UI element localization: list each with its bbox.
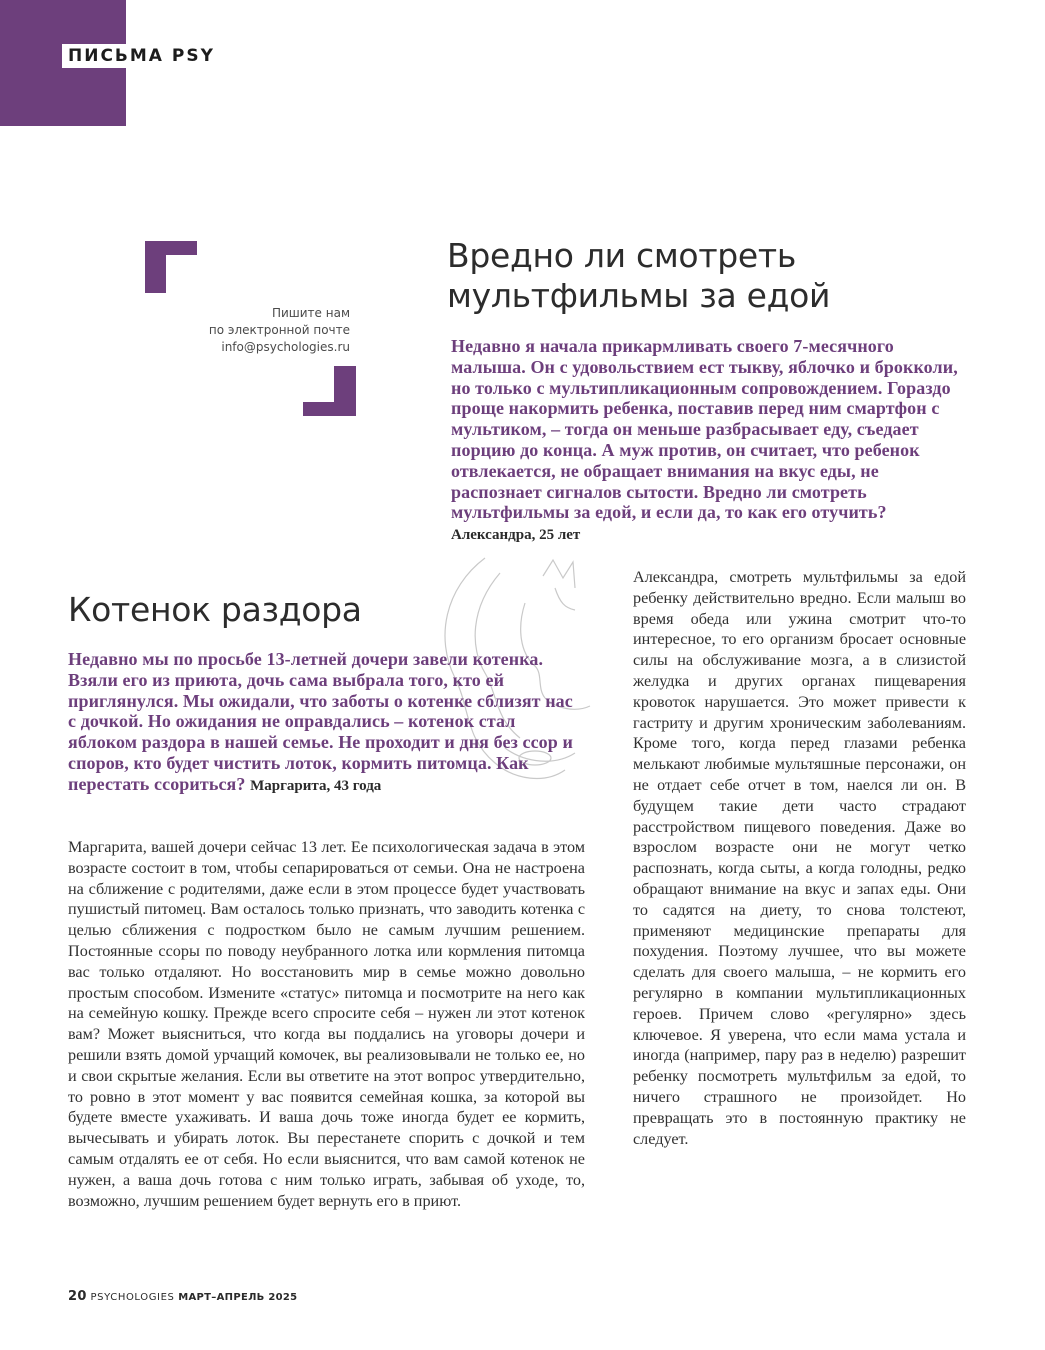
- corner-bracket-bottom-right-vertical: [334, 366, 356, 416]
- question-signature: Александра, 25 лет: [451, 527, 581, 544]
- answer-kitten: Маргарита, вашей дочери сейчас 13 лет. Ее психологическая задача в этом возрасте состоит в том, чтобы сепарироваться от семьи. Она не настроена на сближение с родителями, даже если в этом процессе будет участвовать пушистый питомец. Вам осталось только признать, что заводить котенка с целью сближения с подростком было не самым лучшим решением. Постоянные ссоры по поводу неубранного лотка или кормления питомца вас только отдаляют. Но восстановить мир в семье можно довольно простым способом. Измените «статус» питомца и посмотрите на него как на семейную кошку. Прежде всего спросите себя – нужен ли этот котенок вам? Может выясниться, что когда вы поддались на уговоры дочери и решили взять домой урчащий комочек, вы реализовывали не только ее, но и свои скрытые желания. Если вы ответите на этот вопрос утвердительно, то ровно в этот момент у вас появится семейная кошка, за которой вы будете вместе ухаживать. И ваша дочь тоже иногда будет ее кормить, вычесывать и убирать лоток. Вы перестанете спорить с дочкой и тем самым отдалять ее от себя. Но если выяснится, что вам самой котенок не нужен, а ваша дочь готова с ним только играть, забывая об уходе, то, возможно, лучшим решением будет вернуть его в приют.: [68, 838, 585, 1210]
- article-title-cartoons: [447, 236, 1007, 317]
- magazine-name: PSYCHOLOGIES: [90, 1292, 175, 1303]
- question-text: Недавно мы по просьбе 13-летней дочери завели котенка. Взяли его из приюта, дочь сама выбрала того, кто ей приглянулся. Мы ожидали, что заботы о котенке сблизят нас с дочкой. Но ожидания не оправдались – котенок стал яблоком раздора в нашей семье. Не проходит и дня без ссор и споров, кто будет чистить лоток, кормить питомца. Как перестать ссориться?: [68, 649, 573, 794]
- article-title-kitten: Котенок раздора: [68, 590, 362, 629]
- reader-question-kitten: [68, 649, 578, 797]
- question-text: Недавно я начала прикармливать своего 7-месячного малыша. Он с удовольствием ест тыкву, яблочко и брокколи, но только с мультипликационным сопровождением. Гораздо проще накормить ребенка, поставив перед ним смартфон с мультиком, – тогда он меньше разбрасывает еду, съедает порцию до конца. А муж против, он считает, что ребенок отвлекается, не обращает внимания на вкус еды, не распознает сигналов сытости. Вредно ли смотреть мультфильмы за едой, и если да, то как его отучить?: [451, 336, 958, 523]
- section-label: ПИСЬМА PSY: [62, 44, 221, 68]
- contact-email[interactable]: info@psychologies.ru: [221, 340, 350, 354]
- title-line-1: Вредно ли смотреть: [447, 236, 796, 275]
- title-line-2: мультфильмы за едой: [447, 276, 831, 316]
- corner-bracket-top-left-vertical: [145, 241, 166, 293]
- page-number: 20: [68, 1289, 87, 1304]
- answer-cartoons: Александра, смотреть мультфильмы за едой ребенку действительно вредно. Если малыш во время обеда или ужина смотрит что-то интересное, то его организм бросает основные силы на обслуживание мозга, а в слизистой желудка и других органах пищеварения кровоток нарушается. Это может привести к гастриту и другим хроническим заболеваниям. Кроме того, когда перед глазами ребенка мелькают любимые мультяшные персонажи, он не отдает себе отчет в том, наелся ли он. В будущем такие дети часто страдают расстройством пищевого поведения. Даже во взрослом возрасте они не могут четко распознать, когда сыты, а когда голодны, редко обращают внимание на вкус и запах еды. Они то садятся на диету, то снова толстеют, применяют медицинские препараты для похудения. Поэтому лучшее, что вы можете сделать для своего малыша, – не кормить его регулярно в компании мультипликационных героев. Причем слово «регулярно» здесь ключевое. Я уверена, что если мама устала и иногда (например, пару раз в неделю) разрешит ребенку посмотреть мультфильм за едой, то ничего страшного не произойдет. Но превращать это в постоянную практику не следует.: [633, 568, 966, 1148]
- contact-line-2: по электронной почте: [208, 323, 350, 337]
- reader-question-cartoons: [451, 336, 961, 546]
- contact-line-1: Пишите нам: [271, 306, 350, 320]
- contact-box: [160, 305, 350, 356]
- question-signature: Маргарита, 43 года: [250, 777, 382, 794]
- issue-date: МАРТ–АПРЕЛЬ 2025: [178, 1292, 298, 1303]
- page-footer: [68, 1289, 297, 1304]
